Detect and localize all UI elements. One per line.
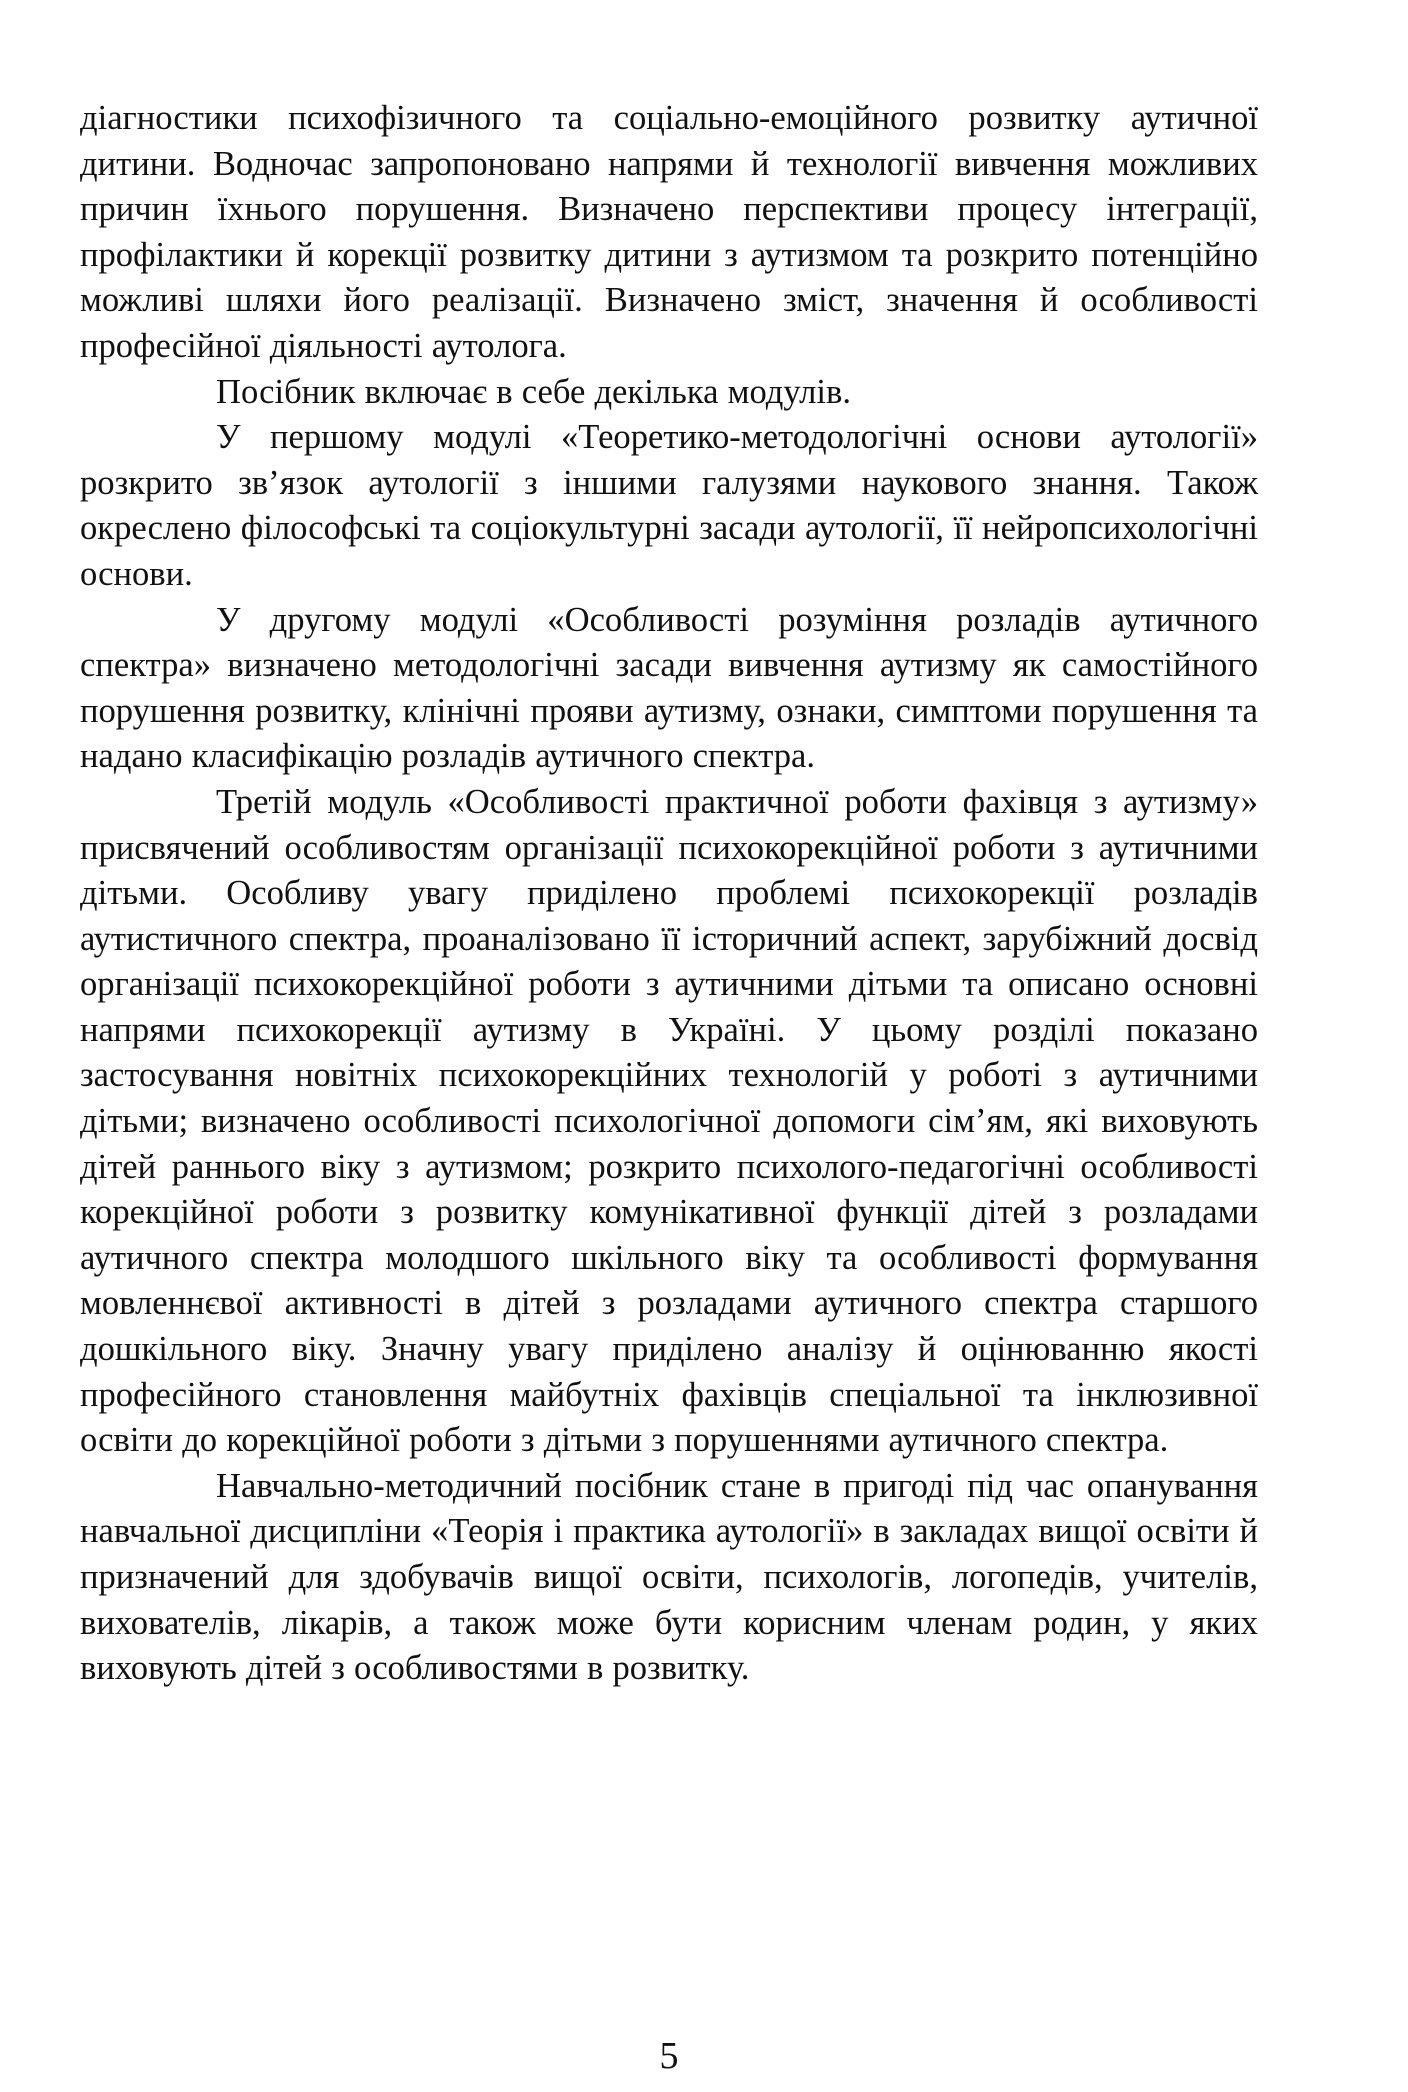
paragraph-continuation: діагностики психофізичного та соціально-емоційного розвитку аутичної дитини. Водночас запропоновано напрями й технології вивчення можливих причин їхнього порушення. Визначено перспективи процесу інтеграції, профілактики й корекції розвитку дитини з аутизмом та розкрито потенційно можливі шляхи його реалізації. Визначено зміст, значення й особливості професійної діяльності аутолога. xyxy=(80,99,1258,365)
paragraph-module-three: Третій модуль «Особливості практичної роботи фахівця з аутизму» присвячений особливостям організації психокорекційної роботи з аутичними дітьми. Особливу увагу приділено проблемі психокорекції розладів аутистичного спектра, проаналізовано її історичний аспект, зарубіжний досвід організації психокорекційної роботи з аутичними дітьми та описано основні напрями психокорекції аутизму в Україні. У цьому розділі показано застосування новітніх психокорекційних технологій у роботі з аутичними дітьми; визначено особливості психологічної допомоги сім’ям, які виховують дітей раннього віку з аутизмом; розкрито психолого-педагогічні особливості корекційної роботи з розвитку комунікативної функції дітей з розладами аутичного спектра молодшого шкільного віку та особливості формування мовленнєвої активності в дітей з розладами аутичного спектра старшого дошкільного віку. Значну увагу приділено аналізу й оцінюванню якості професійного становлення майбутніх фахівців спеціальної та інклюзивної освіти до корекційної роботи з дітьми з порушеннями аутичного спектра. xyxy=(80,782,1258,1460)
paragraph-conclusion: Навчально-методичний посібник стане в пригоді під час опанування навчальної дисципліни «Теорія і практика аутології» в закладах вищої освіти й призначений для здобувачів вищої освіти, психологів, логопедів, учителів, вихователів, лікарів, а також може бути корисним членам родин, у яких виховують дітей з особливостями в розвитку. xyxy=(80,1466,1258,1688)
page-number: 5 xyxy=(659,2035,679,2077)
paragraph-module-one: У першому модулі «Теоретико-методологічні основи аутології» розкрито зв’язок аутології з іншими галузями наукового знання. Також окреслено філософські та соціокультурні засади аутології, її нейропсихологічні основи. xyxy=(80,418,1258,593)
paragraph-module-two: У другому модулі «Особливості розуміння розладів аутичного спектра» визначено методологічні засади вивчення аутизму як самостійного порушення розвитку, клінічні прояви аутизму, ознаки, симптоми порушення та надано класифікацію розладів аутичного спектра. xyxy=(80,600,1258,776)
document-page xyxy=(80,96,1258,2092)
paragraph-modules-intro: Посібник включає в себе декілька модулів. xyxy=(216,372,851,411)
